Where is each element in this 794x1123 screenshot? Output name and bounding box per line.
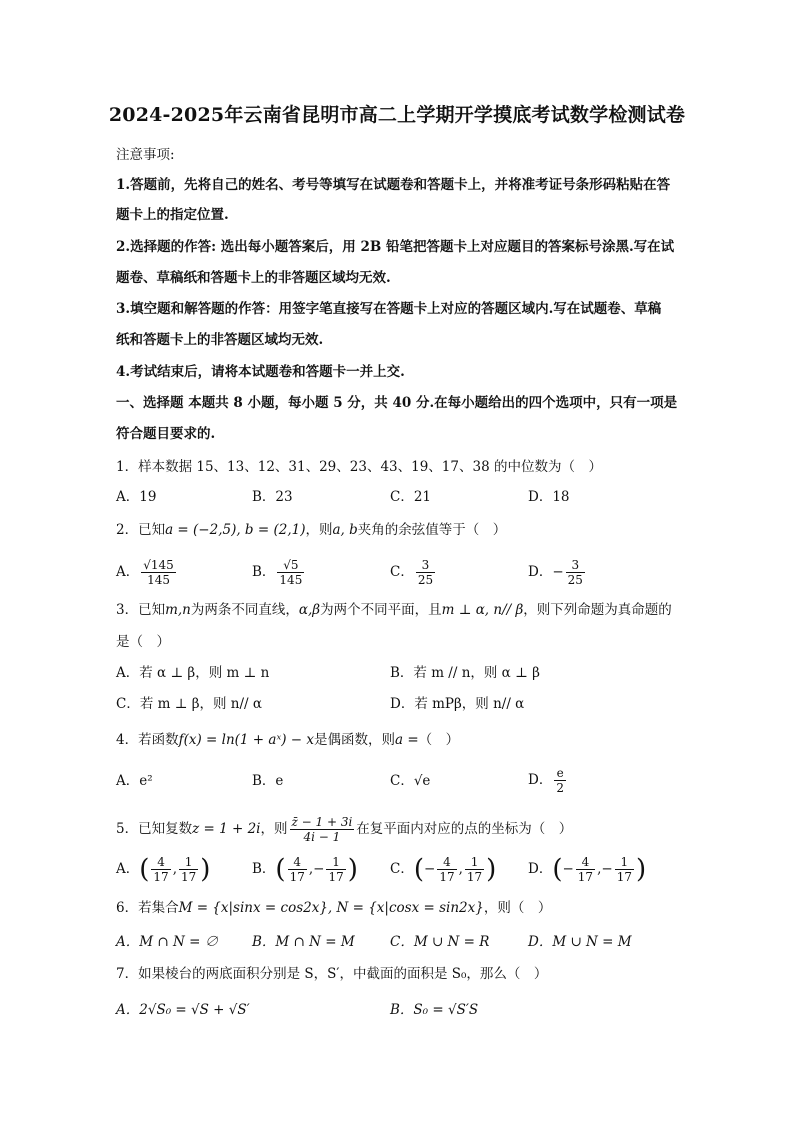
q3-lines: m,n [165,602,191,618]
notice-item-1b: 题卡上的指定位置. [116,207,229,223]
q2-a-num: √145 [143,558,174,572]
q2-b-num: √5 [277,558,304,573]
q5-pre: 5．已知复数 [116,821,193,837]
question-3-stem [116,601,672,619]
q3-option-a: A．若 α ⊥ β，则 m ⊥ n [116,665,270,681]
q2-pre: 2．已知 [116,522,166,538]
q2-d-label: D．− [528,564,564,580]
q5-b-x-num: 4 [288,855,307,870]
q2-d-den: 25 [567,573,583,587]
q2-a-den: 145 [147,573,170,587]
q1-option-b: B．23 [252,489,293,505]
q4-d-label: D． [528,772,553,788]
q5-d-x-num: 4 [576,855,595,870]
q3-option-c: C．若 m ⊥ β，则 n// α [116,696,262,712]
q5-z: z = 1 + 2i [192,821,261,837]
q4-option-d [528,766,568,795]
q2-c-label: C． [390,564,414,580]
q2-option-a [116,558,178,587]
q2-c-den: 25 [417,573,434,587]
q5-d-y-num: 1 [615,855,634,870]
q4-option-a: A．e² [116,773,153,789]
q5-b-label: B． [252,861,276,877]
notice-item-2b: 题卷、草稿纸和答题卡上的非答题区域均无效. [116,270,391,286]
q2-b-den: 145 [279,573,303,587]
q3-t3: ，则下列命题为真命题的 [523,602,672,618]
notice-item-2a: 2.选择题的作答: 选出每小题答案后，用 2B 铅笔把答题卡上对应题目的答案标号涂黑.写在试 [116,239,675,255]
q2-c-fraction [416,558,435,587]
q4-pre: 4．若函数 [116,732,179,748]
q5-a-x-num: 4 [151,855,170,870]
q5-post: 在复平面内对应的点的坐标为（ ） [356,821,573,837]
section-heading: 一、选择题 本题共 8 小题，每小题 5 分，共 40 分.在每小题给出的四个选项中，只有一项是 [116,395,678,411]
q2-option-d [528,558,587,587]
q2-b-label: B． [252,564,276,580]
q1-option-d: D．18 [528,489,570,505]
q3-t1: 为两条不同直线， [190,602,299,618]
q5-c-label: C． [390,861,414,877]
question-4-stem [116,731,459,749]
q5-c-y-num: 1 [465,855,484,870]
q5-d-y-den: 17 [616,870,632,884]
question-1-stem: 1．样本数据 15、13、12、31、29、23、43、19、17、38 的中位数为（ ） [116,459,602,475]
question-5-stem [116,815,572,844]
q1-option-c: C．21 [390,489,432,505]
q5-fraction [290,815,355,844]
q2-option-b [252,558,306,587]
q5-frac-num: z̄ − 1 + 3i [291,815,353,829]
q2-post: 夹角的余弦值等于（ ） [357,522,507,538]
q2-vector-names: a, b [332,522,358,538]
question-2-stem [116,521,506,539]
question-6-stem [116,899,551,917]
q5-c-y-den: 17 [466,870,483,884]
question-3-cont: 是（ ） [116,634,170,650]
q4-d-num: e [554,766,566,781]
q2-d-fraction [566,558,585,587]
q3-t2: 为两个不同平面，且 [320,602,442,618]
q4-d-den: 2 [556,781,564,795]
q2-a-fraction [141,558,176,587]
q6-option-b: B．M ∩ N = M [252,934,355,950]
q4-d-fraction [554,766,566,795]
q5-a-y-num: 1 [179,855,198,870]
q2-mid: ，则 [305,522,333,538]
q5-option-c: C．(− $\frac{4}{17}$ , $\frac{1}{17}$ ) [390,854,497,885]
q6-post: ，则（ ） [483,900,552,916]
q5-mid: ，则 [260,821,288,837]
q5-d-x-den: 17 [577,870,594,884]
section-heading-cont: 符合题目要求的. [116,426,216,442]
q2-option-c [390,558,437,587]
q6-option-a: A．M ∩ N = ∅ [116,934,219,950]
q5-a-y-den: 17 [180,870,197,884]
q6-pre: 6．若集合 [116,900,179,916]
q4-tail: （ ） [418,732,460,748]
q6-sets: M = {x|sinx = cos2x}, N = {x|cosx = sin2x} [178,900,484,916]
q3-condition: m ⊥ α, n// β [441,602,524,618]
q2-c-num: 3 [416,558,435,573]
q4-function: f(x) = ln(1 + aˣ) − x [178,732,315,748]
q5-option-b: B．( $\frac{4}{17}$ ,− $\frac{1}{17}$ ) [252,854,358,885]
q3-option-b: B．若 m // n，则 α ⊥ β [390,665,540,681]
q5-option-d: D．(− $\frac{4}{17}$ ,− $\frac{1}{17}$ ) [528,854,647,885]
q3-pre: 3．已知 [116,602,166,618]
q3-option-d: D．若 mPβ，则 n// α [390,696,525,712]
q2-b-fraction [277,558,304,587]
q4-post: 是偶函数，则 [314,732,396,748]
q6-option-c: C．M ∪ N = R [390,934,490,950]
q7-option-a: A．2√S₀ = √S + √S′ [116,1002,250,1018]
q5-frac-den: 4i − 1 [303,830,341,844]
q2-a-label: A． [116,564,140,580]
q7-option-b: B．S₀ = √S′S [390,1002,479,1018]
q5-d-label: D． [528,861,553,877]
q2-vectors: a = (−2,5), b = (2,1) [165,522,306,538]
question-7-stem: 7．如果棱台的两底面积分别是 S，S′，中截面的面积是 S₀，那么（ ） [116,966,548,982]
q5-c-x-den: 17 [439,870,455,884]
q5-c-x-num: 4 [437,855,456,870]
q5-a-x-den: 17 [153,870,169,884]
q5-a-label: A． [116,861,140,877]
q4-a-equals: a = [395,732,419,748]
notice-heading: 注意事项: [116,147,175,163]
q5-b-y-den: 17 [328,870,344,884]
q5-option-a: A．( $\frac{4}{17}$ , $\frac{1}{17}$ ) [116,854,211,885]
q2-d-num: 3 [566,558,585,573]
notice-item-3b: 纸和答题卡上的非答题区域均无效. [116,332,324,348]
exam-title: 2024-2025年云南省昆明市高二上学期开学摸底考试数学检测试卷 [108,104,686,126]
q5-b-y-num: 1 [326,855,345,870]
q4-option-c: C．√e [390,773,431,789]
q4-option-b: B．e [252,773,284,789]
q1-option-a: A．19 [116,489,157,505]
q5-b-x-den: 17 [289,870,305,884]
q6-option-d: D．M ∪ N = M [528,934,632,950]
q3-planes: α,β [298,602,321,618]
notice-item-3a: 3.填空题和解答题的作答：用签字笔直接写在答题卡上对应的答题区域内.写在试题卷、草稿 [116,301,662,317]
notice-item-1a: 1.答题前，先将自己的姓名、考号等填写在试题卷和答题卡上，并将准考证号条形码粘贴在答 [116,177,671,193]
notice-item-4: 4.考试结束后，请将本试题卷和答题卡一并上交. [116,364,405,380]
